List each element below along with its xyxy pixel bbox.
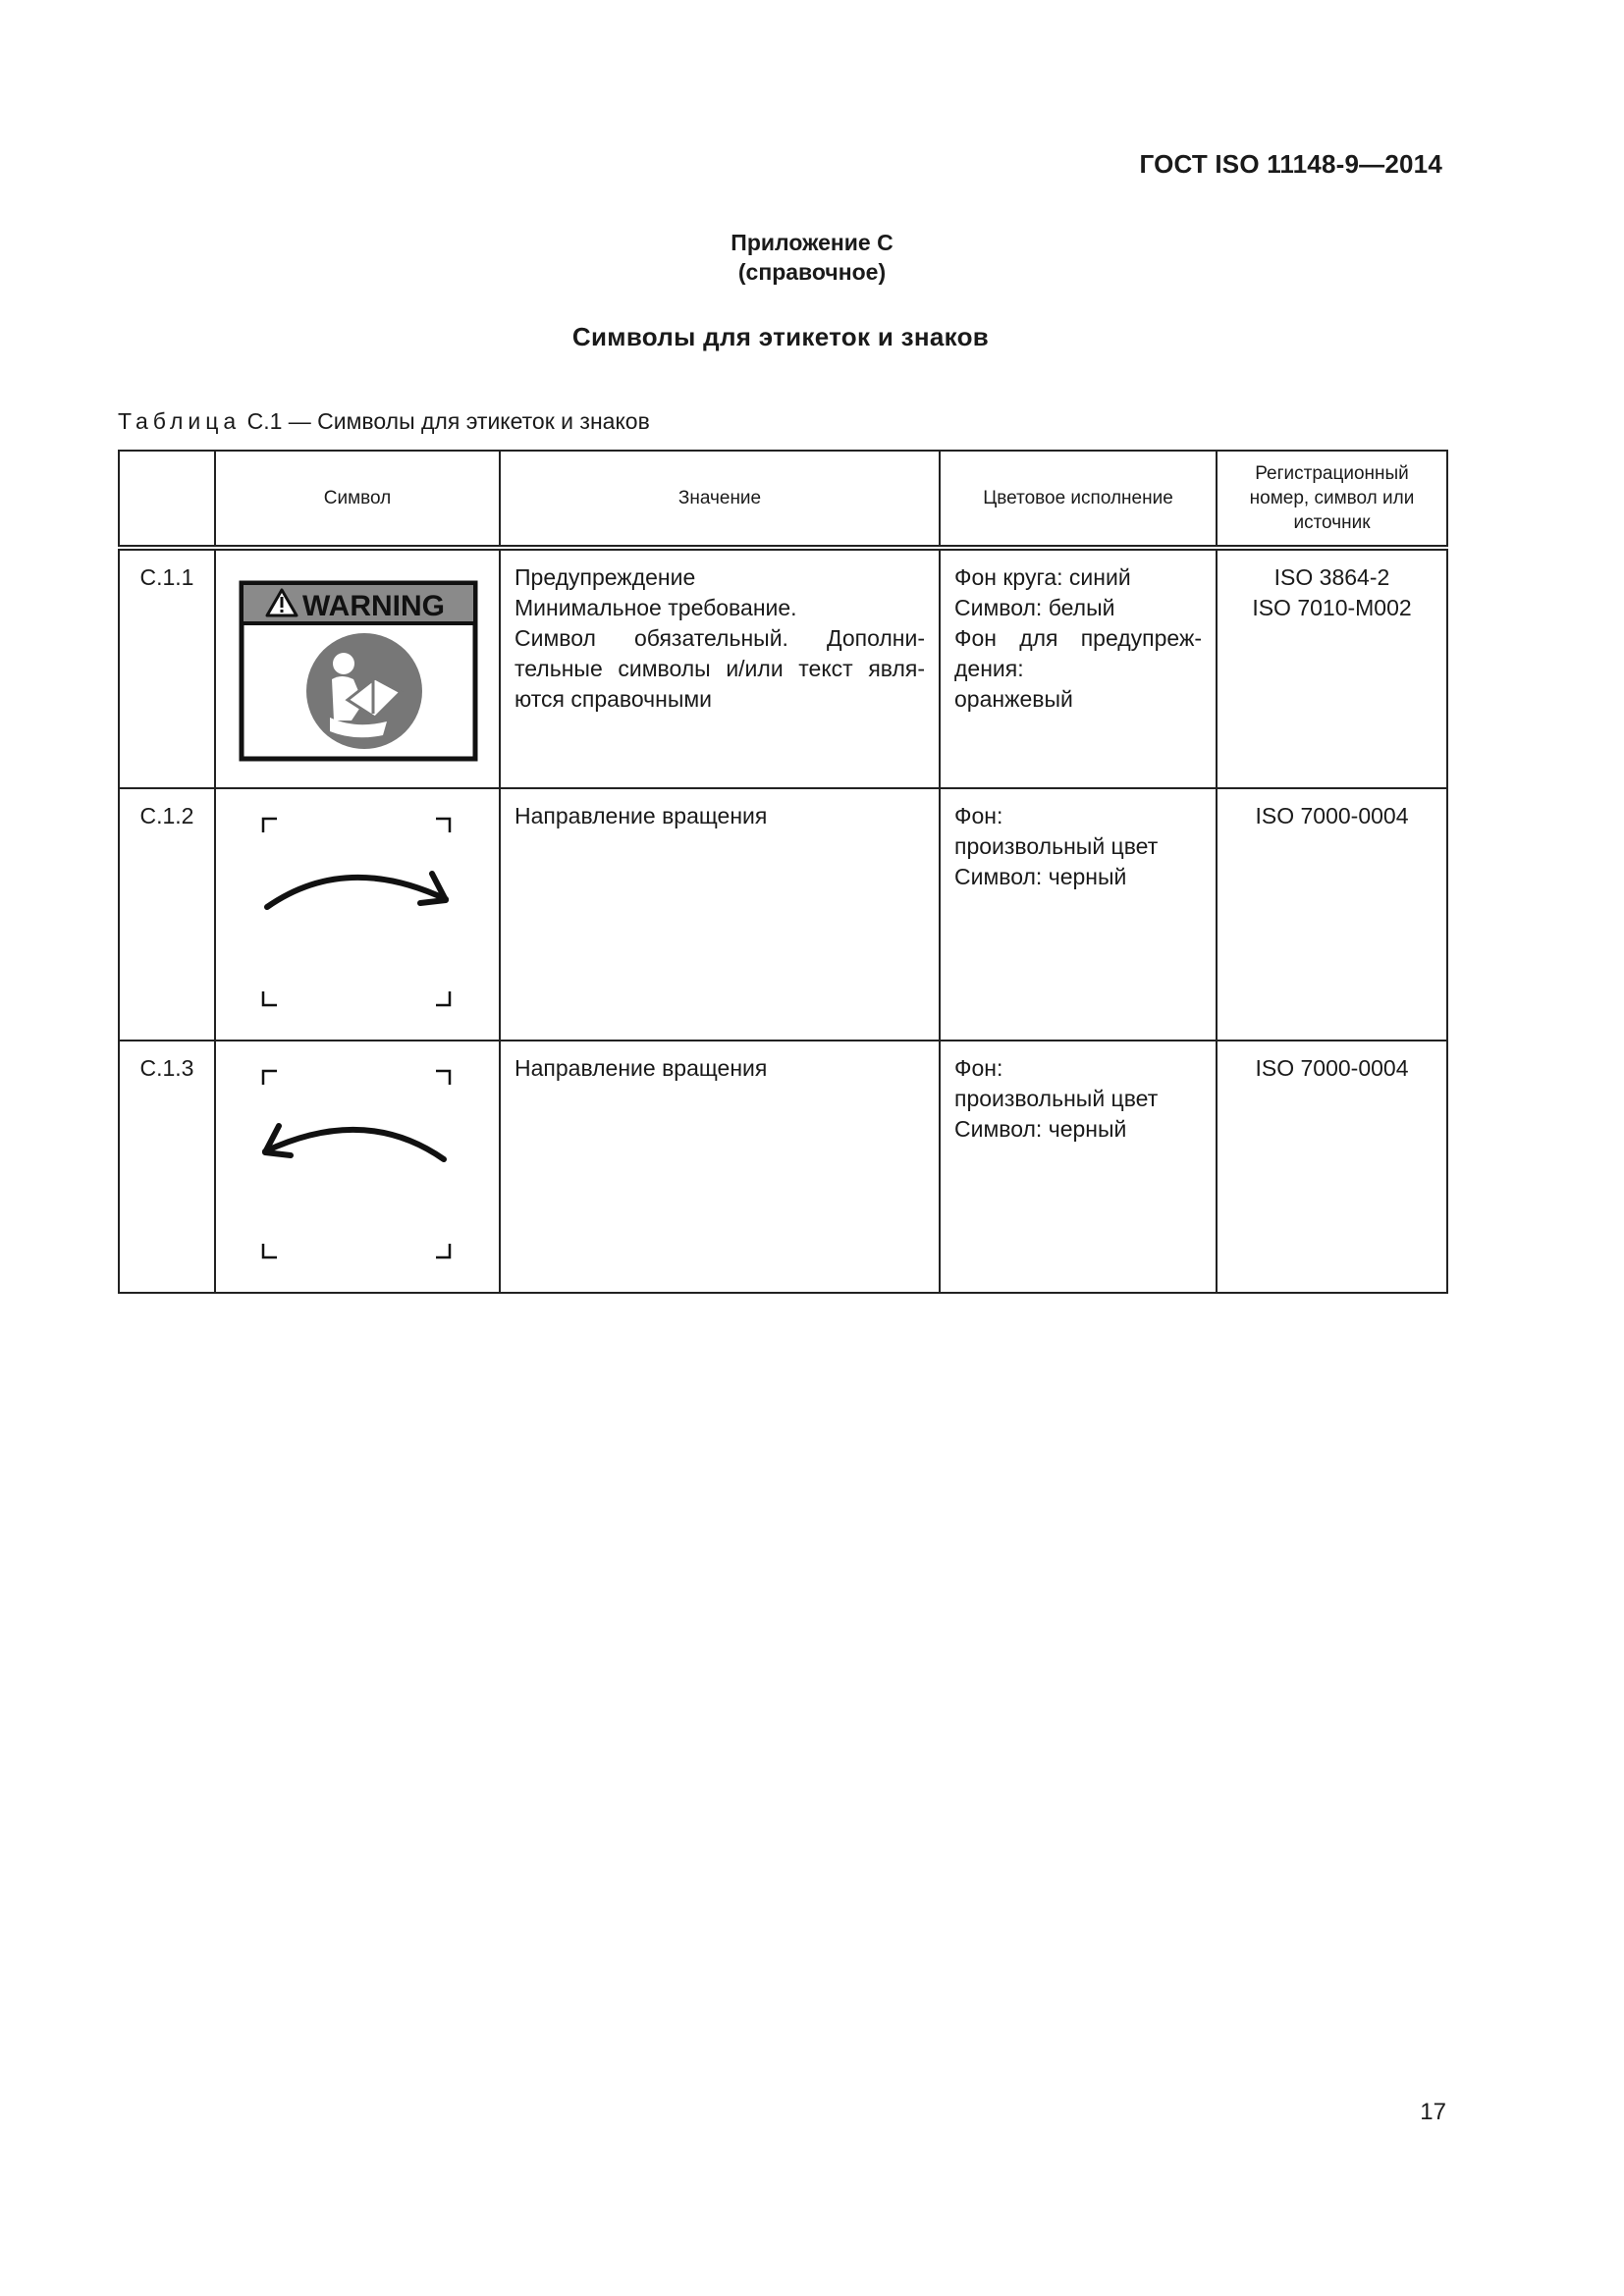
row-number: С.1.2 (119, 788, 215, 1041)
page-number: 17 (1420, 2099, 1446, 2125)
meaning-cell (500, 1041, 940, 1293)
meaning-cell (500, 788, 940, 1041)
header-color: Цветовое исполнение (940, 451, 1217, 548)
header-meaning: Значение (500, 451, 940, 548)
row-number: С.1.1 (119, 548, 215, 788)
color-line: Символ: черный (954, 864, 1127, 889)
color-line: произвольный цвет (954, 1086, 1159, 1111)
meaning-line: тельные символы и/или текст явля- (514, 656, 925, 681)
color-line: Фон: (954, 1055, 1003, 1081)
registration-line: ISO 7010-M002 (1252, 595, 1412, 620)
table-caption-label: Таблица (118, 408, 242, 434)
color-cell (940, 548, 1217, 788)
appendix-subtitle: (справочное) (737, 259, 887, 285)
color-line: произвольный цвет (954, 833, 1159, 859)
meaning-cell (500, 548, 940, 788)
meaning-line: ются справочными (514, 686, 713, 712)
color-line: дения: (954, 656, 1024, 681)
color-cell (940, 788, 1217, 1041)
row-number: С.1.3 (119, 1041, 215, 1293)
symbol-cell (215, 548, 500, 788)
table-row (119, 788, 1447, 1041)
rotation-clockwise-arrow-icon (216, 789, 501, 1028)
table-caption (118, 408, 650, 435)
appendix-heading (0, 228, 1624, 287)
meaning-line: Направление вращения (514, 803, 768, 828)
meaning-line: Минимальное требование. (514, 595, 797, 620)
symbol-cell (215, 1041, 500, 1293)
registration-cell (1217, 788, 1447, 1041)
appendix-title: Приложение С (731, 230, 893, 255)
warning-label: WARNING (302, 590, 445, 622)
symbol-cell (215, 788, 500, 1041)
document-code: ГОСТ ISO 11148-9—2014 (1139, 149, 1442, 179)
header-symbol: Символ (215, 451, 500, 548)
registration-line: ISO 3864-2 (1273, 564, 1390, 590)
meaning-line: Символ обязательный. Дополни- (514, 625, 925, 651)
color-line: оранжевый (954, 686, 1073, 712)
warning-read-manual-icon (216, 551, 501, 775)
section-title: Символы для этикеток и знаков (571, 322, 990, 351)
rotation-counterclockwise-arrow-icon (216, 1041, 501, 1280)
header-registration: Регистрационный номер, символ или источник (1217, 451, 1447, 548)
registration-cell (1217, 548, 1447, 788)
meaning-line: Предупреждение (514, 564, 696, 590)
table-caption-text: С.1 — Символы для этикеток и знаков (246, 408, 650, 434)
registration-cell (1217, 1041, 1447, 1293)
symbols-table (118, 450, 1448, 1294)
header-number (119, 451, 215, 548)
color-line: Символ: белый (954, 595, 1115, 620)
color-line: Фон круга: синий (954, 564, 1131, 590)
color-line: Символ: черный (954, 1116, 1127, 1142)
table-header-row (119, 451, 1447, 548)
color-line: Фон: (954, 803, 1003, 828)
registration-line: ISO 7000-0004 (1255, 803, 1409, 828)
color-cell (940, 1041, 1217, 1293)
registration-line: ISO 7000-0004 (1255, 1055, 1409, 1081)
color-line: Фон для предупреж- (954, 625, 1202, 651)
meaning-line: Направление вращения (514, 1055, 768, 1081)
table-row (119, 548, 1447, 788)
table-row (119, 1041, 1447, 1293)
